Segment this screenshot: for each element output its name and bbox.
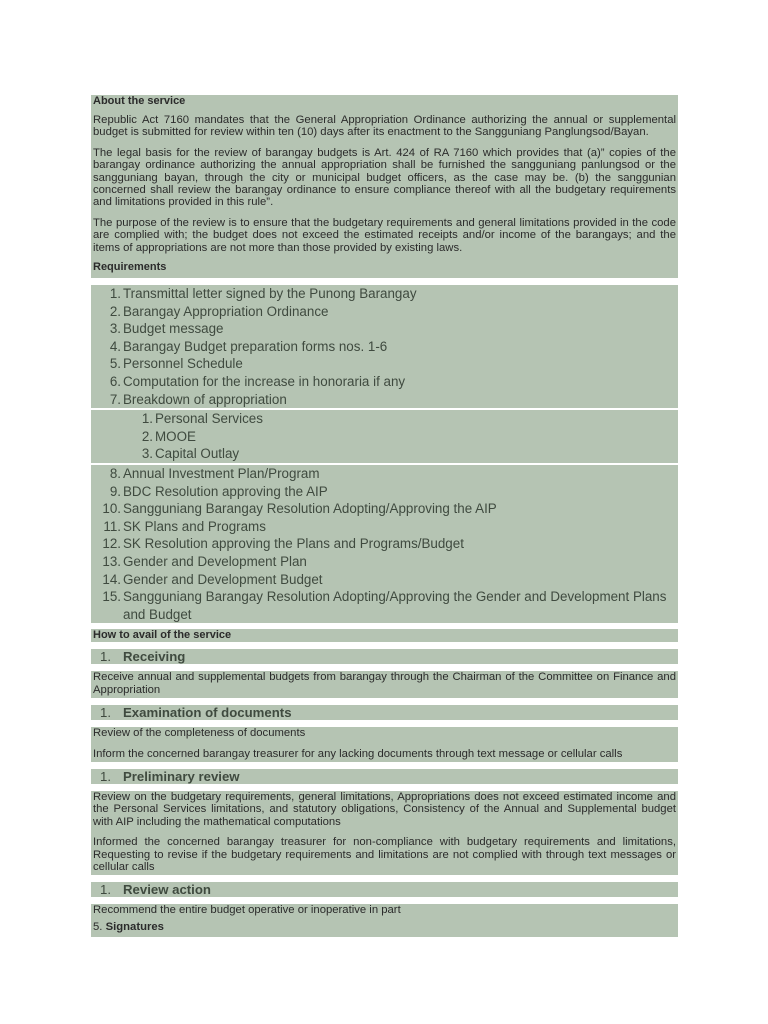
list-item xyxy=(93,500,676,518)
signatures-line xyxy=(93,921,676,934)
step-paragraph: Recommend the entire budget operative or inoperative in part xyxy=(93,904,401,917)
list-item-text: Barangay Appropriation Ordinance xyxy=(123,303,329,319)
list-item-text: BDC Resolution approving the AIP xyxy=(123,483,328,499)
list-item-number: 14. xyxy=(102,571,121,587)
list-item-number: 4. xyxy=(109,338,121,354)
step-paragraph: Informed the concerned barangay treasurer for non-compliance with budgetary requirements and limitations, Requesting to revise if the budgetary requirements and limitations are not complied with through text messages or cellular calls xyxy=(93,836,676,873)
list-item-text: Capital Outlay xyxy=(155,446,240,462)
list-item-number: 11. xyxy=(103,518,121,534)
list-item-text: Gender and Development Plan xyxy=(123,553,307,569)
step-receiving xyxy=(91,649,678,664)
spacer xyxy=(91,720,678,727)
list-item-number: 2. xyxy=(109,303,121,319)
step-title: Review action xyxy=(123,882,211,898)
list-item-text: Budget message xyxy=(123,321,224,337)
list-item xyxy=(93,465,676,483)
list-item-number: 7. xyxy=(109,391,121,407)
signatures-number: 5. xyxy=(93,920,103,933)
list-item xyxy=(93,553,676,571)
step-title: Preliminary review xyxy=(123,768,240,784)
list-item xyxy=(93,571,676,589)
list-item xyxy=(93,410,676,428)
step-examination-body xyxy=(91,727,678,762)
list-item-text: SK Plans and Programs xyxy=(123,518,266,534)
requirements-heading: Requirements xyxy=(93,261,167,274)
list-item-number: 12. xyxy=(102,536,121,552)
list-item xyxy=(93,391,676,409)
step-paragraph: Review on the budgetary requirements, general limitations, Appropriations does not exceed estimated income and the Personal Services limitations, and statutory obligations, Consistency of the Annual and Supplemental budget with AIP including the mathematical computations xyxy=(93,790,676,828)
list-item xyxy=(93,445,676,463)
requirements-list-a xyxy=(91,285,678,408)
list-item-number: 3. xyxy=(141,446,153,462)
step-preliminary-body xyxy=(91,791,678,875)
list-item xyxy=(93,588,676,623)
spacer xyxy=(91,784,678,791)
about-paragraph-3: The purpose of the review is to ensure that the budgetary requirements and general limitations provided in the code are complied with; the budget does not exceed the estimated receipts and/or income of the barangays; and the items of appropriations are not more than those provided by existing laws. xyxy=(93,216,676,254)
spacer xyxy=(91,875,678,882)
list-item-text: Annual Investment Plan/Program xyxy=(123,466,320,481)
list-item-number: 10. xyxy=(102,501,121,517)
list-item-number: 9. xyxy=(109,483,121,499)
list-item xyxy=(93,518,676,536)
step-review-action xyxy=(91,882,678,897)
step-receiving-body xyxy=(91,671,678,698)
list-item-number: 6. xyxy=(109,374,121,390)
how-heading: How to avail of the service xyxy=(91,629,678,642)
requirements-sublist xyxy=(91,410,678,463)
list-item xyxy=(93,320,676,338)
list-item xyxy=(93,373,676,391)
list-item xyxy=(93,355,676,373)
list-item-text: Personal Services xyxy=(155,411,263,427)
list-item-number: 15. xyxy=(102,589,121,605)
list-item-number: 1. xyxy=(109,286,121,302)
list-item-text: Sangguniang Barangay Resolution Adopting/Approving the Gender and Development Plans and Budget xyxy=(123,589,667,622)
spacer xyxy=(91,278,678,285)
step-title: Examination of documents xyxy=(123,705,292,721)
about-section xyxy=(91,95,678,278)
signatures-label: Signatures xyxy=(105,920,164,933)
spacer xyxy=(91,897,678,904)
spacer xyxy=(91,642,678,649)
step-paragraph: Inform the concerned barangay treasurer for any lacking documents through text message or cellular calls xyxy=(93,747,623,760)
step-review-action-body xyxy=(91,904,678,936)
list-item-text: Breakdown of appropriation xyxy=(123,391,287,407)
requirements-list-b xyxy=(91,465,678,623)
list-item xyxy=(93,338,676,356)
list-item-text: Sangguniang Barangay Resolution Adopting/Approving the AIP xyxy=(123,501,497,517)
step-number: 1. xyxy=(100,649,111,665)
step-number: 1. xyxy=(100,705,111,721)
document-content xyxy=(91,95,678,937)
step-number: 1. xyxy=(100,882,111,898)
list-item-text: Gender and Development Budget xyxy=(123,571,323,587)
step-title: Receiving xyxy=(123,649,186,665)
spacer xyxy=(91,762,678,769)
list-item-number: 3. xyxy=(109,321,121,337)
list-item-number: 2. xyxy=(141,428,153,444)
about-paragraph-1: Republic Act 7160 mandates that the General Appropriation Ordinance authorizing the annual or supplemental budget is submitted for review within ten (10) days after its enactment to the Sangguniang Panglungsod/Bayan. xyxy=(93,114,676,139)
list-item-number: 5. xyxy=(109,356,121,372)
list-item xyxy=(93,303,676,321)
about-heading: About the service xyxy=(93,95,186,107)
list-item xyxy=(93,483,676,501)
step-paragraph: Receive annual and supplemental budgets from barangay through the Chairman of the Committee on Finance and Appropriation xyxy=(93,671,676,696)
step-examination xyxy=(91,705,678,720)
spacer xyxy=(91,698,678,705)
list-item-text: MOOE xyxy=(155,428,196,444)
spacer xyxy=(91,664,678,671)
list-item-text: Personnel Schedule xyxy=(123,356,243,372)
list-item-text: Transmittal letter signed by the Punong Barangay xyxy=(123,286,417,302)
list-item-text: SK Resolution approving the Plans and Programs/Budget xyxy=(123,536,464,552)
list-item xyxy=(93,535,676,553)
list-item xyxy=(93,285,676,303)
list-item-number: 8. xyxy=(109,466,121,481)
step-paragraph: Review of the completeness of documents xyxy=(93,727,306,740)
list-item-number: 1. xyxy=(141,411,153,427)
step-preliminary xyxy=(91,769,678,784)
list-item-text: Barangay Budget preparation forms nos. 1-6 xyxy=(123,338,388,354)
step-number: 1. xyxy=(100,768,111,784)
list-item-number: 13. xyxy=(102,553,121,569)
list-item xyxy=(93,428,676,446)
about-paragraph-2: The legal basis for the review of barangay budgets is Art. 424 of RA 7160 which provides that (a)” copies of the barangay ordinance authorizing the annual appropriation shall be furnished the sangguniang panlungsod or the sangguniang bayan, through the city or municipal budget officers, as the case may be. (b) the sanggunian concerned shall review the barangay ordinance to ensure compliance thereof with all the budgetary requirements and limitations provided in this rule”. xyxy=(93,146,676,209)
list-item-text: Computation for the increase in honoraria if any xyxy=(123,374,406,390)
